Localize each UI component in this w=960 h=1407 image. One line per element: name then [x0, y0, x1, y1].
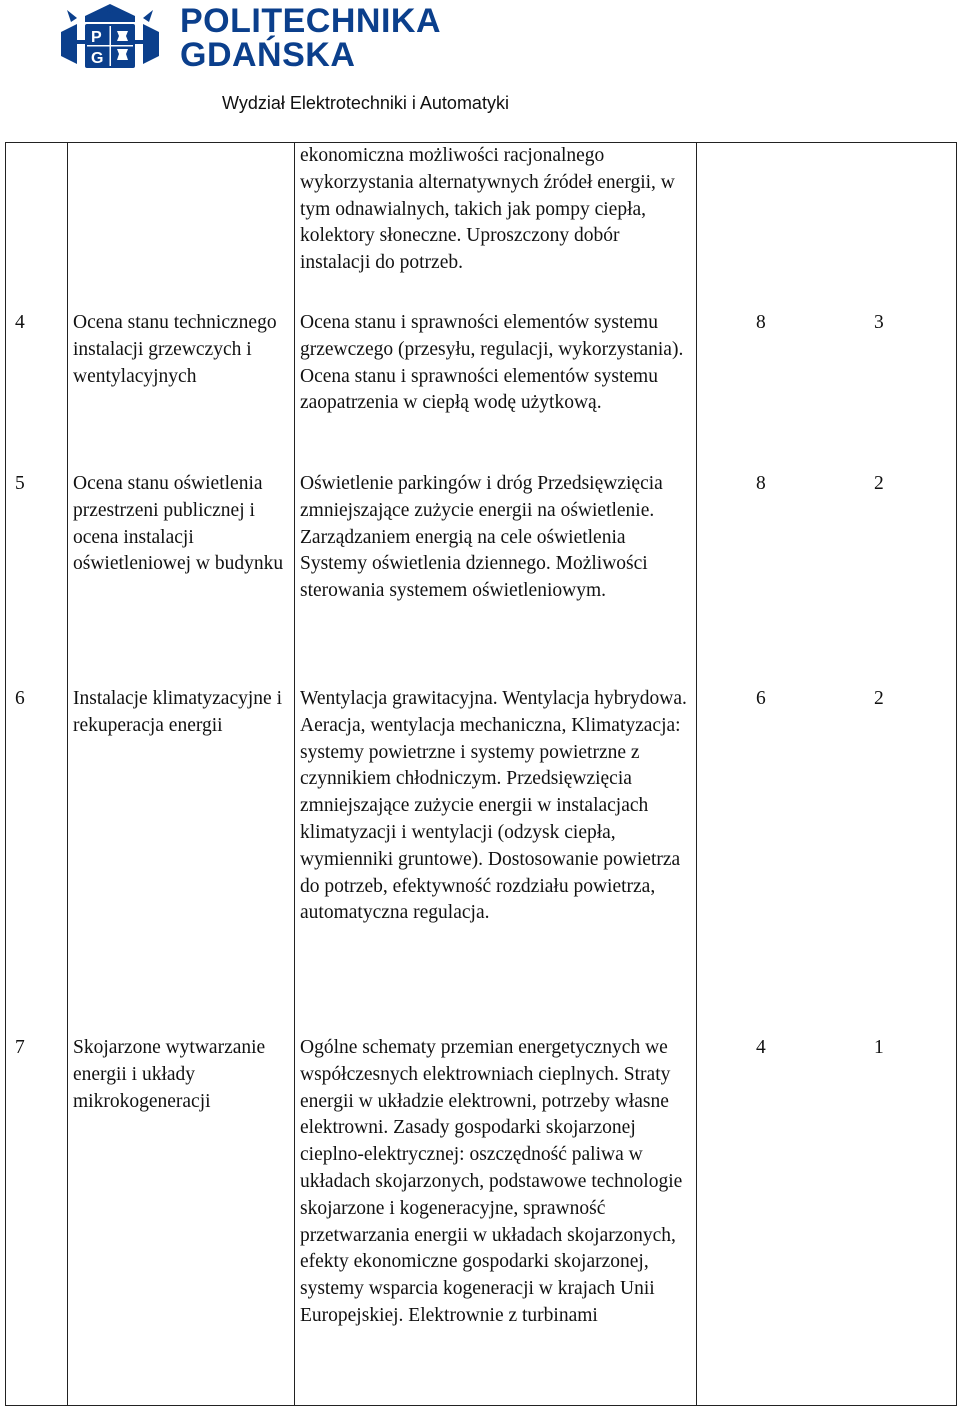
row-number: 5	[15, 473, 25, 494]
svg-text:P: P	[91, 29, 102, 46]
hours-other: 2	[874, 688, 884, 709]
row-hours	[696, 471, 957, 686]
row-hours	[696, 1035, 957, 1330]
university-logo-icon	[55, 2, 165, 70]
row-number: 7	[15, 1037, 25, 1058]
table-row	[5, 471, 957, 686]
row-title	[67, 142, 294, 310]
university-name	[180, 4, 441, 72]
hours-lecture: 4	[756, 1037, 766, 1058]
table-row	[5, 686, 957, 1035]
hours-other: 3	[874, 312, 884, 333]
hours-lecture: 8	[756, 473, 766, 494]
row-number: 6	[15, 688, 25, 709]
row-content: Wentylacja grawitacyjna. Wentylacja hybrydowa. Aeracja, wentylacja mechaniczna, Klimatyzacja: systemy powietrzne i systemy powietrzne z czynnikiem chłodniczym. Przedsięwzięcia zmniejszające zużycie energii w instalacjach klimatyzacji i wentylacji (odzysk ciepła, wymienniki gruntowe). Dostosowanie powietrza do potrzeb, efektywność rozdziału powietrza, automatyczna regulacja.	[300, 688, 687, 924]
svg-text:G: G	[91, 50, 104, 67]
row-hours	[696, 310, 957, 471]
row-content: Ocena stanu i sprawności elementów systemu grzewczego (przesyłu, regulacji, wykorzystania). Ocena stanu i sprawności elementów systemu zaopatrzenia w ciepłą wodę użytkową.	[300, 312, 684, 414]
page-header	[0, 0, 960, 140]
row-title: Skojarzone wytwarzanie energii i układy mikrokogeneracji	[73, 1037, 266, 1112]
row-content: Ogólne schematy przemian energetycznych we współczesnych elektrowniach cieplnych. Straty energii w układzie elektrowni, potrzeby własne elektrowni. Zasady gospodarki skojarzonej cieplno-elektrycznej: oszczędność paliwa w układach skojarzonych, podstawowe technologie skojarzone i kogeneracyjne, sprawność przetwarzania energii w układach skojarzonych, efekty ekonomiczne gospodarki skojarzonej, systemy wsparcia kogeneracji w krajach Unii Europejskiej. Elektrownie z turbinami	[300, 1037, 683, 1326]
row-title: Ocena stanu technicznego instalacji grzewczych i wentylacyjnych	[73, 312, 277, 387]
row-number: 4	[15, 312, 25, 333]
hours-other: 1	[874, 1037, 884, 1058]
row-content: ekonomiczna możliwości racjonalnego wykorzystania alternatywnych źródeł energii, w tym odnawialnych, takich jak pompy ciepła, kolektory słoneczne. Uproszczony dobór instalacji do potrzeb.	[300, 145, 675, 274]
syllabus-table	[5, 142, 957, 1330]
row-content: Oświetlenie parkingów i dróg Przedsięwzięcia zmniejszające zużycie energii na oświetlenie. Zarządzaniem energią na cele oświetlenia Systemy oświetlenia dziennego. Możliwości sterowania systemem oświetleniowym.	[300, 473, 663, 602]
faculty-name: Wydział Elektrotechniki i Automatyki	[222, 93, 509, 113]
university-name-line2: GDAŃSKA	[180, 36, 356, 74]
hours-lecture: 6	[756, 688, 766, 709]
hours-other: 2	[874, 473, 884, 494]
hours-lecture: 8	[756, 312, 766, 333]
row-hours	[696, 686, 957, 1035]
table-row	[5, 1035, 957, 1330]
row-title: Ocena stanu oświetlenia przestrzeni publicznej i ocena instalacji oświetleniowej w budynku	[73, 473, 284, 575]
row-number	[5, 142, 67, 310]
table-row	[5, 142, 957, 310]
row-hours	[696, 142, 957, 310]
row-title: Instalacje klimatyzacyjne i rekuperacja energii	[73, 688, 282, 736]
table-row	[5, 310, 957, 471]
university-name-line1: POLITECHNIKA	[180, 2, 441, 40]
